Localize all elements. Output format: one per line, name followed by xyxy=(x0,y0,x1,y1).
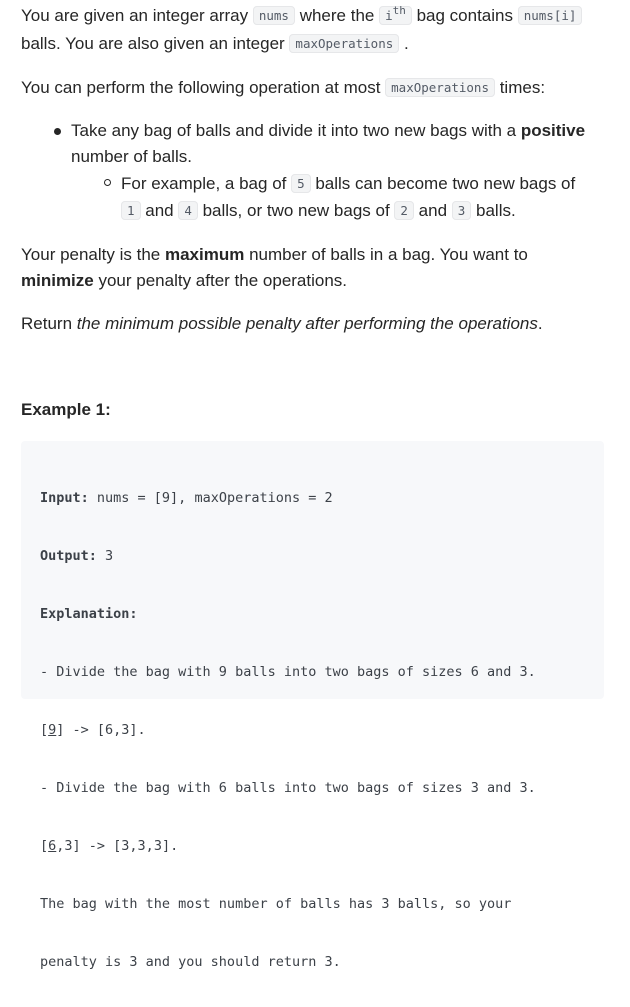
example-conclusion-line: The bag with the most number of balls has 3 balls, so your xyxy=(40,896,512,912)
list-item-example: For example, a bag of 5 balls can become two new bags of 1 and 4 balls, or two new bags of 2 and 3 balls. xyxy=(121,170,601,224)
example-input-line: Input: nums = [9], maxOperations = 2 xyxy=(40,490,333,506)
code-maxoperations: maxOperations xyxy=(289,34,399,53)
code-nums: nums xyxy=(253,6,295,25)
example-explanation-label: Explanation: xyxy=(40,606,138,622)
example-step-line: [9] -> [6,3]. xyxy=(40,722,146,738)
code-i: $i^{th}$ xyxy=(379,6,412,25)
example-heading: Example 1: xyxy=(21,400,111,419)
example-step-line: - Divide the bag with 9 balls into two bags of sizes 6 and 3. xyxy=(40,664,536,680)
example-step-line: [6,3] -> [3,3,3]. xyxy=(40,838,179,854)
bullet-circle-icon xyxy=(104,179,111,186)
operation-paragraph: You can perform the following operation at most maxOperations times: xyxy=(21,78,546,97)
penalty-paragraph: Your penalty is the maximum number of balls in a bag. You want to minimize your penalty after the operations. xyxy=(21,245,528,290)
example-code-block xyxy=(21,441,604,970)
intro-paragraph: You are given an integer array nums where the $i^{th}$ bag contains nums[i] balls. You are also given an integer maxOperations . xyxy=(21,2,611,58)
code-maxoperations-2: maxOperations xyxy=(385,78,495,97)
example-output-line: Output: 3 xyxy=(40,548,114,564)
return-paragraph: Return the minimum possible penalty after performing the operations. xyxy=(21,314,543,333)
example-step-line: - Divide the bag with 6 balls into two bags of sizes 3 and 3. xyxy=(40,780,536,796)
bullet-dot-icon xyxy=(54,128,61,135)
list-item-operation: Take any bag of balls and divide it into two new bags with a positive number of balls. xyxy=(71,118,611,170)
example-conclusion-line: penalty is 3 and you should return 3. xyxy=(40,954,341,970)
code-nums-i: nums[i] xyxy=(518,6,583,25)
